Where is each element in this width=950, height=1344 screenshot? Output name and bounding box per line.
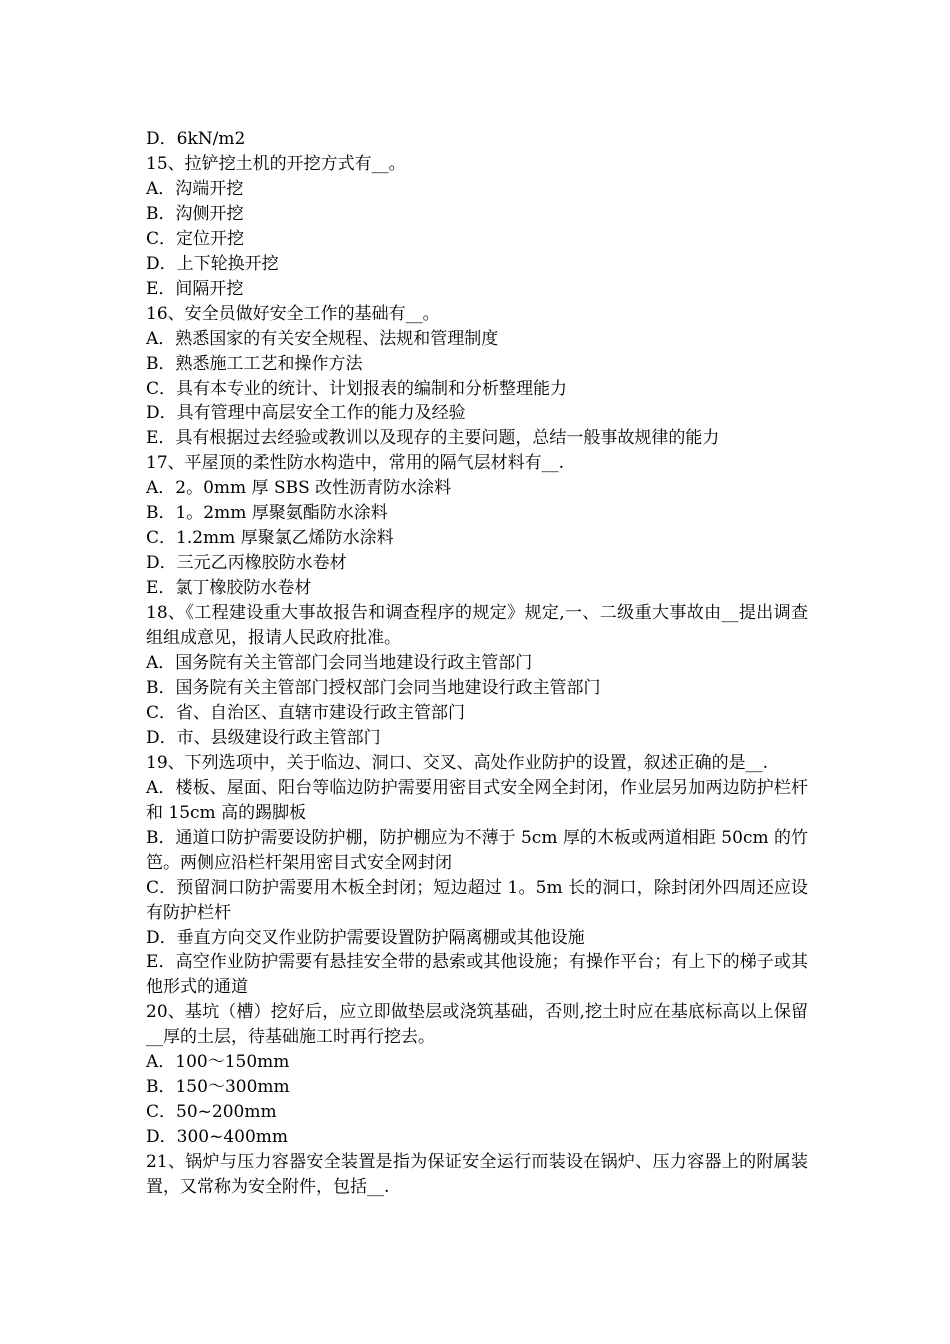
text-line: 21、锅炉与压力容器安全装置是指为保证安全运行而装设在锅炉、压力容器上的附属装置，又常称为安全附件，包括__. [146,1152,808,1198]
text-line: A．100～150mm [146,1052,290,1073]
text-line: E．间隔开挖 [146,278,244,299]
text-line: A．国务院有关主管部门会同当地建设行政主管部门 [146,653,533,674]
text-line: B．1。2mm 厚聚氨酯防水涂料 [146,503,388,524]
text-line: D．垂直方向交叉作业防护需要设置防护隔离棚或其他设施 [146,927,585,948]
text-line: 19、下列选项中，关于临边、洞口、交叉、高处作业防护的设置，叙述正确的是__. [146,752,769,773]
text-line: C．省、自治区、直辖市建设行政主管部门 [146,702,466,723]
text-line: 16、安全员做好安全工作的基础有__。 [146,303,440,324]
text-line: D．三元乙丙橡胶防水卷材 [146,553,347,574]
text-line: C．50~200mm [146,1102,277,1123]
text-line: 18、《工程建设重大事故报告和调查程序的规定》规定,一、二级重大事故由__提出调查组组成意见，报请人民政府批准。 [146,603,808,649]
text-line: D．300~400mm [146,1127,289,1148]
text-line: A．沟端开挖 [146,178,244,199]
text-line: D．上下轮换开挖 [146,253,279,274]
document-page [146,127,808,1200]
text-line: B．国务院有关主管部门授权部门会同当地建设行政主管部门 [146,677,601,698]
text-line: E．高空作业防护需要有悬挂安全带的悬索或其他设施；有操作平台；有上下的梯子或其他形式的通道 [146,952,808,998]
text-line: A．楼板、屋面、阳台等临边防护需要用密目式安全网全封闭，作业层另加两边防护栏杆和 15cm 高的踢脚板 [146,777,808,823]
text-line: A．2。0mm 厚 SBS 改性沥青防水涂料 [146,478,452,499]
text-line: B．熟悉施工工艺和操作方法 [146,353,363,374]
text-line: 20、基坑（槽）挖好后，应立即做垫层或浇筑基础，否则,挖土时应在基底标高以上保留__厚的土层，待基础施工时再行挖去。 [146,1002,808,1048]
text-line: A．熟悉国家的有关安全规程、法规和管理制度 [146,328,499,349]
text-line: C．预留洞口防护需要用木板全封闭；短边超过 1。5m 长的洞口，除封闭外四周还应设有防护栏杆 [146,877,808,923]
text-line: B．150～300mm [146,1077,290,1098]
text-line: 15、拉铲挖土机的开挖方式有__。 [146,153,406,174]
text-line: B．沟侧开挖 [146,203,244,224]
text-line: E．氯丁橡胶防水卷材 [146,578,312,599]
text-line: B．通道口防护需要设防护棚，防护棚应为不薄于 5cm 厚的木板或两道相距 50cm 的竹笆。两侧应沿栏杆架用密目式安全网封闭 [146,827,808,873]
text-line: E．具有根据过去经验或教训以及现存的主要问题，总结一般事故规律的能力 [146,428,720,449]
text-line: C．具有本专业的统计、计划报表的编制和分析整理能力 [146,378,568,399]
text-line: C．定位开挖 [146,228,245,249]
text-line: D．具有管理中高层安全工作的能力及经验 [146,403,466,424]
text-line: C．1.2mm 厚聚氯乙烯防水涂料 [146,528,394,549]
text-line: D．6kN/m2 [146,129,246,149]
text-line: 17、平屋顶的柔性防水构造中，常用的隔气层材料有__. [146,453,565,474]
text-line: D．市、县级建设行政主管部门 [146,727,381,748]
